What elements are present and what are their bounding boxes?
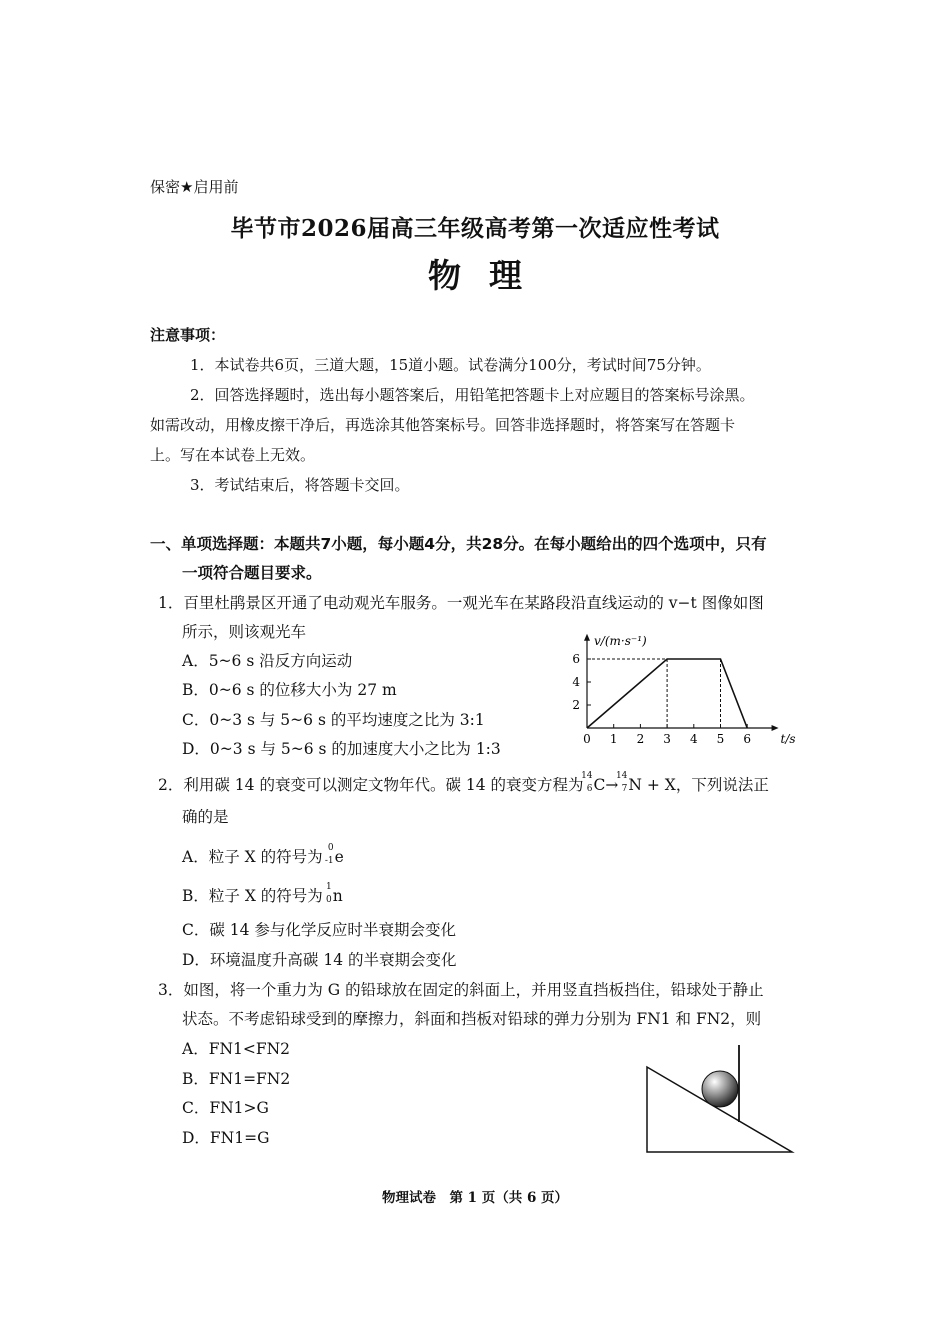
q2-option-c: C．碳 14 参与化学反应时半衰期会变化 (182, 921, 456, 939)
vt-graph (560, 628, 800, 753)
x-axis-arrow (772, 725, 779, 731)
c14-mass: 14 (581, 771, 593, 781)
exam-title: 毕节市2026届高三年级高考第一次适应性考试 (230, 215, 720, 242)
c14-symbol: C→ (593, 776, 619, 794)
q2-option-b-text: B．粒子 X 的符号为 (182, 887, 323, 905)
neutron-z: 0 (326, 895, 332, 905)
q2-option-a-text: A．粒子 X 的符号为 (182, 848, 323, 866)
q2-option-a (182, 845, 344, 867)
q2-option-d: D．环境温度升高碳 14 的半衰期会变化 (182, 951, 457, 969)
x-tick-label: 1 (609, 732, 618, 746)
q1-option-d: D．0~3 s 与 5~6 s 的加速度大小之比为 1:3 (182, 740, 501, 758)
q1-stem: 1．百里杜鹃景区开通了电动观光车服务。一观光车在某路段沿直线运动的 v−t 图像如图 (158, 594, 764, 612)
n14-symbol: N + X (628, 776, 676, 794)
q1-option-c: C．0~3 s 与 5~6 s 的平均速度之比为 3:1 (182, 711, 485, 729)
q3-option-b: B．FN1=FN2 (182, 1070, 291, 1088)
n14-z: 7 (621, 784, 628, 794)
q2-stem-a: 2．利用碳 14 的衰变可以测定文物年代。碳 14 的衰变方程为 (158, 776, 584, 794)
x-axis-label: t/s (780, 732, 796, 746)
x-tick-label: 4 (689, 732, 698, 746)
subject-title: 物理 (428, 256, 550, 295)
q2-stem (158, 773, 769, 795)
n14-nuclide (615, 771, 628, 794)
notice-item-3: 3．考试结束后，将答题卡交回。 (190, 476, 410, 494)
confidential-label: 保密★启用前 (150, 178, 239, 196)
y-axis-label: v/(m·s⁻¹) (594, 634, 647, 648)
y-tick-label: 2 (572, 698, 580, 712)
q1-option-b: B．0~6 s 的位移大小为 27 m (182, 681, 397, 699)
neutron-symbol: n (332, 887, 343, 905)
x-tick-label: 6 (743, 732, 752, 746)
q1-stem-cont: 所示，则该观光车 (182, 623, 307, 641)
q1-option-a: A．5~6 s 沿反方向运动 (182, 652, 353, 670)
page-footer: 物理试卷 第 1 页（共 6 页） (381, 1190, 569, 1206)
y-tick-label: 4 (572, 675, 580, 689)
section-heading-cont: 一项符合题目要求。 (182, 564, 322, 582)
n14-mass: 14 (615, 771, 628, 781)
q2-stem-cont: 确的是 (182, 808, 229, 826)
q3-option-c: C．FN1>G (182, 1099, 269, 1117)
x-tick-label: 2 (636, 732, 645, 746)
notice-heading: 注意事项： (150, 326, 226, 344)
lead-ball (702, 1071, 738, 1107)
y-tick-label: 6 (572, 652, 580, 666)
notice-item-2-cont2: 上。写在本试卷上无效。 (150, 446, 316, 464)
electron-mass: 0 (327, 843, 334, 853)
electron-z: -1 (324, 856, 334, 866)
neutron-mass: 1 (326, 882, 332, 892)
c14-z: 6 (586, 784, 593, 794)
section-heading: 一、单项选择题：本题共7小题，每小题4分，共28分。在每小题给出的四个选项中，只有 (150, 535, 767, 553)
q3-stem-cont: 状态。不考虑铅球受到的摩擦力，斜面和挡板对铅球的弹力分别为 FN1 和 FN2，则 (182, 1010, 762, 1028)
x-tick-label: 3 (663, 732, 671, 746)
incline-diagram (640, 1040, 800, 1160)
q2-stem-b: ，下列说法正 (675, 776, 769, 794)
c14-nuclide (581, 771, 594, 794)
q2-option-b (182, 884, 343, 906)
notice-item-2: 2．回答选择题时，选出每小题答案后，用铅笔把答题卡上对应题目的答案标号涂黑。 (190, 386, 755, 404)
q3-option-a: A．FN1<FN2 (182, 1040, 291, 1058)
y-axis-arrow (584, 634, 590, 641)
x-tick-label: 0 (583, 732, 591, 746)
q3-option-d: D．FN1=G (182, 1129, 270, 1147)
notice-item-1: 1．本试卷共6页，三道大题，15道小题。试卷满分100分，考试时间75分钟。 (190, 356, 711, 374)
electron-symbol: e (334, 848, 344, 866)
q3-stem: 3．如图，将一个重力为 G 的铅球放在固定的斜面上，并用竖直挡板挡住，铅球处于静止 (158, 981, 764, 999)
x-tick-label: 5 (716, 732, 725, 746)
notice-item-2-cont: 如需改动，用橡皮擦干净后，再选涂其他答案标号。回答非选择题时，将答案写在答题卡 (150, 416, 736, 434)
electron-nuclide (323, 843, 335, 866)
neutron-nuclide (323, 882, 333, 905)
